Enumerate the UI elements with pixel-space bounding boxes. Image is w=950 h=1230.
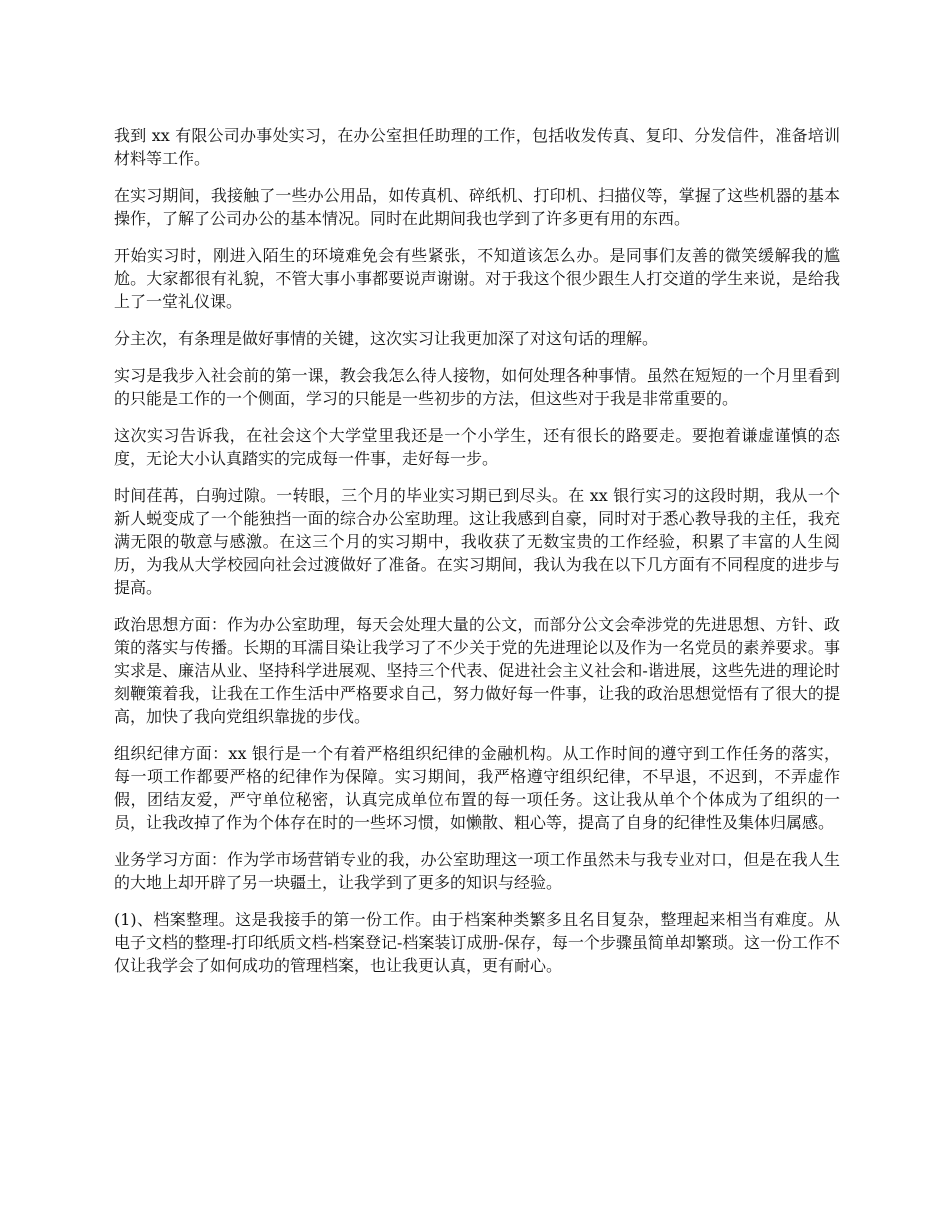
paragraph-3: 开始实习时，刚进入陌生的环境难免会有些紧张，不知道该怎么办。是同事们友善的微笑缓解我的尴尬。大家都很有礼貌，不管大事小事都要说声谢谢。对于我这个很少跟生人打交道的学生来说，是给我上了一堂礼仪课。 — [114, 246, 840, 311]
paragraph-11: (1)、档案整理。这是我接手的第一份工作。由于档案种类繁多且名目复杂，整理起来相当有难度。从电子文档的整理-打印纸质文档-档案登记-档案装订成册-保存，每一个步骤虽简单却繁琐。这一份工作不仅让我学会了如何成功的管理档案，也让我更认真，更有耐心。 — [114, 910, 840, 975]
paragraph-6: 这次实习告诉我，在社会这个大学堂里我还是一个小学生，还有很长的路要走。要抱着谦虚谨慎的态度，无论大小认真踏实的完成每一件事，走好每一步。 — [114, 426, 840, 468]
paragraph-10: 业务学习方面：作为学市场营销专业的我，办公室助理这一项工作虽然未与我专业对口，但是在我人生的大地上却开辟了另一块疆土，让我学到了更多的知识与经验。 — [114, 850, 840, 892]
document-page — [114, 124, 840, 991]
paragraph-1: 我到 xx 有限公司办事处实习，在办公室担任助理的工作，包括收发传真、复印、分发信件，准备培训材料等工作。 — [114, 126, 840, 168]
paragraph-2: 在实习期间，我接触了一些办公用品，如传真机、碎纸机、打印机、扫描仪等，掌握了这些机器的基本操作，了解了公司办公的基本情况。同时在此期间我也学到了许多更有用的东西。 — [114, 186, 840, 228]
paragraph-7: 时间荏苒，白驹过隙。一转眼，三个月的毕业实习期已到尽头。在 xx 银行实习的这段时期，我从一个新人蜕变成了一个能独挡一面的综合办公室助理。这让我感到自豪，同时对于悉心教导我的主任，我充满无限的敬意与感激。在这三个月的实习期中，我收获了无数宝贵的工作经验，积累了丰富的人生阅历，为我从大学校园向社会过渡做好了准备。在实习期间，我认为我在以下几方面有不同程度的进步与提高。 — [114, 486, 840, 597]
paragraph-4: 分主次，有条理是做好事情的关键，这次实习让我更加深了对这句话的理解。 — [114, 329, 659, 348]
paragraph-8: 政治思想方面：作为办公室助理，每天会处理大量的公文，而部分公文会牵涉党的先进思想、方针、政策的落实与传播。长期的耳濡目染让我学习了不少关于党的先进理论以及作为一名党员的素养要求。事实求是、廉洁从业、坚持科学进展观、坚持三个代表、促进社会主义社会和-谐进展，这些先进的理论时刻鞭策着我，让我在工作生活中严格要求自己，努力做好每一件事，让我的政治思想觉悟有了很大的提高，加快了我向党组织靠拢的步伐。 — [114, 615, 840, 726]
paragraph-9: 组织纪律方面：xx 银行是一个有着严格组织纪律的金融机构。从工作时间的遵守到工作任务的落实，每一项工作都要严格的纪律作为保障。实习期间，我严格遵守组织纪律，不早退，不迟到，不弄虚作假，团结友爱，严守单位秘密，认真完成单位布置的每一项任务。这让我从单个个体成为了组织的一员，让我改掉了作为个体存在时的一些坏习惯，如懒散、粗心等，提高了自身的纪律性及集体归属感。 — [114, 744, 840, 832]
paragraph-5: 实习是我步入社会前的第一课，教会我怎么待人接物，如何处理各种事情。虽然在短短的一个月里看到的只能是工作的一个侧面，学习的只能是一些初步的方法，但这些对于我是非常重要的。 — [114, 366, 840, 408]
